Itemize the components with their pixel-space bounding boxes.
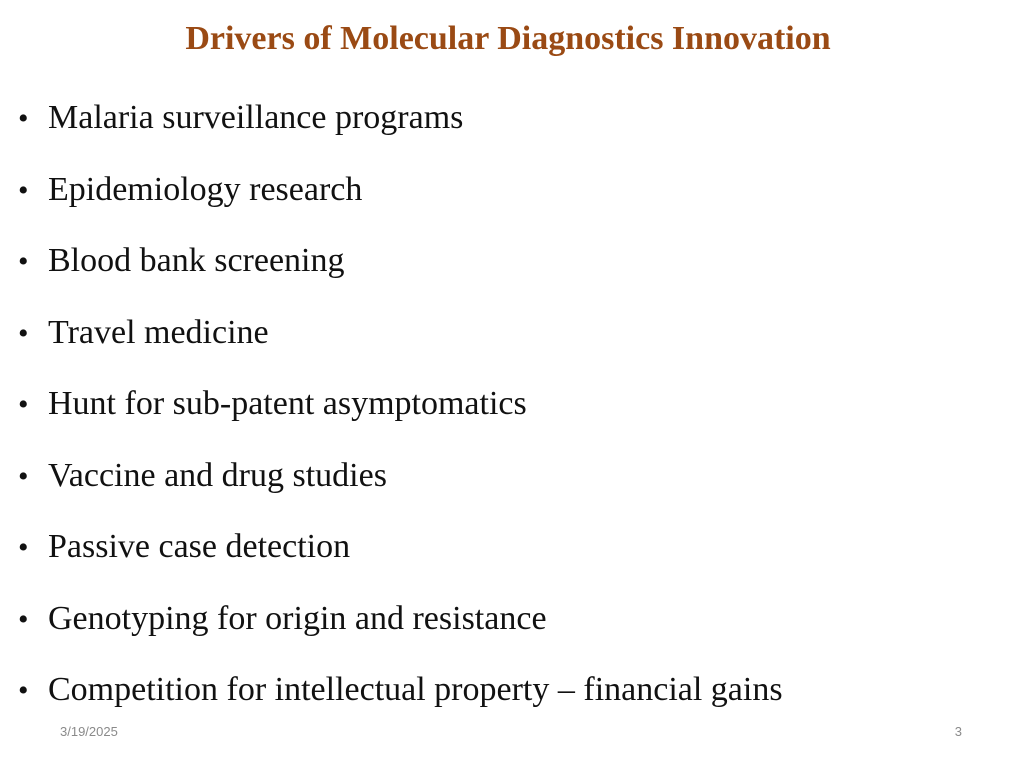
bullet-list <box>18 96 1008 740</box>
bullet-text: Malaria surveillance programs <box>48 99 464 136</box>
bullet-glyph: • <box>18 531 29 564</box>
bullet-item <box>18 168 1008 240</box>
bullet-item <box>18 525 1008 597</box>
bullet-item <box>18 382 1008 454</box>
bullet-item <box>18 454 1008 526</box>
bullet-item <box>18 239 1008 311</box>
bullet-item <box>18 311 1008 383</box>
bullet-text: Genotyping for origin and resistance <box>48 599 547 637</box>
bullet-text: Vaccine and drug studies <box>48 456 387 494</box>
bullet-glyph: • <box>18 316 29 350</box>
bullet-text: Competition for intellectual property – financial gains <box>48 671 783 708</box>
bullet-item <box>18 96 1008 168</box>
bullet-glyph: • <box>18 173 29 207</box>
bullet-glyph: • <box>18 388 29 421</box>
bullet-glyph: • <box>18 674 29 707</box>
bullet-text: Hunt for sub-patent asymptomatics <box>48 385 527 422</box>
slide-title: Drivers of Molecular Diagnostics Innovation <box>185 20 831 57</box>
bullet-text: Epidemiology research <box>48 170 363 208</box>
bullet-glyph: • <box>18 102 29 135</box>
page-number: 3 <box>954 724 962 739</box>
bullet-glyph: • <box>18 245 29 278</box>
footer-date: 3/19/2025 <box>60 724 118 739</box>
bullet-glyph: • <box>18 602 29 636</box>
bullet-item <box>18 597 1008 669</box>
bullet-text: Blood bank screening <box>48 242 345 279</box>
bullet-text: Travel medicine <box>48 313 269 351</box>
bullet-glyph: • <box>18 459 29 493</box>
bullet-text: Passive case detection <box>48 528 351 565</box>
bullet-item <box>18 668 1008 740</box>
